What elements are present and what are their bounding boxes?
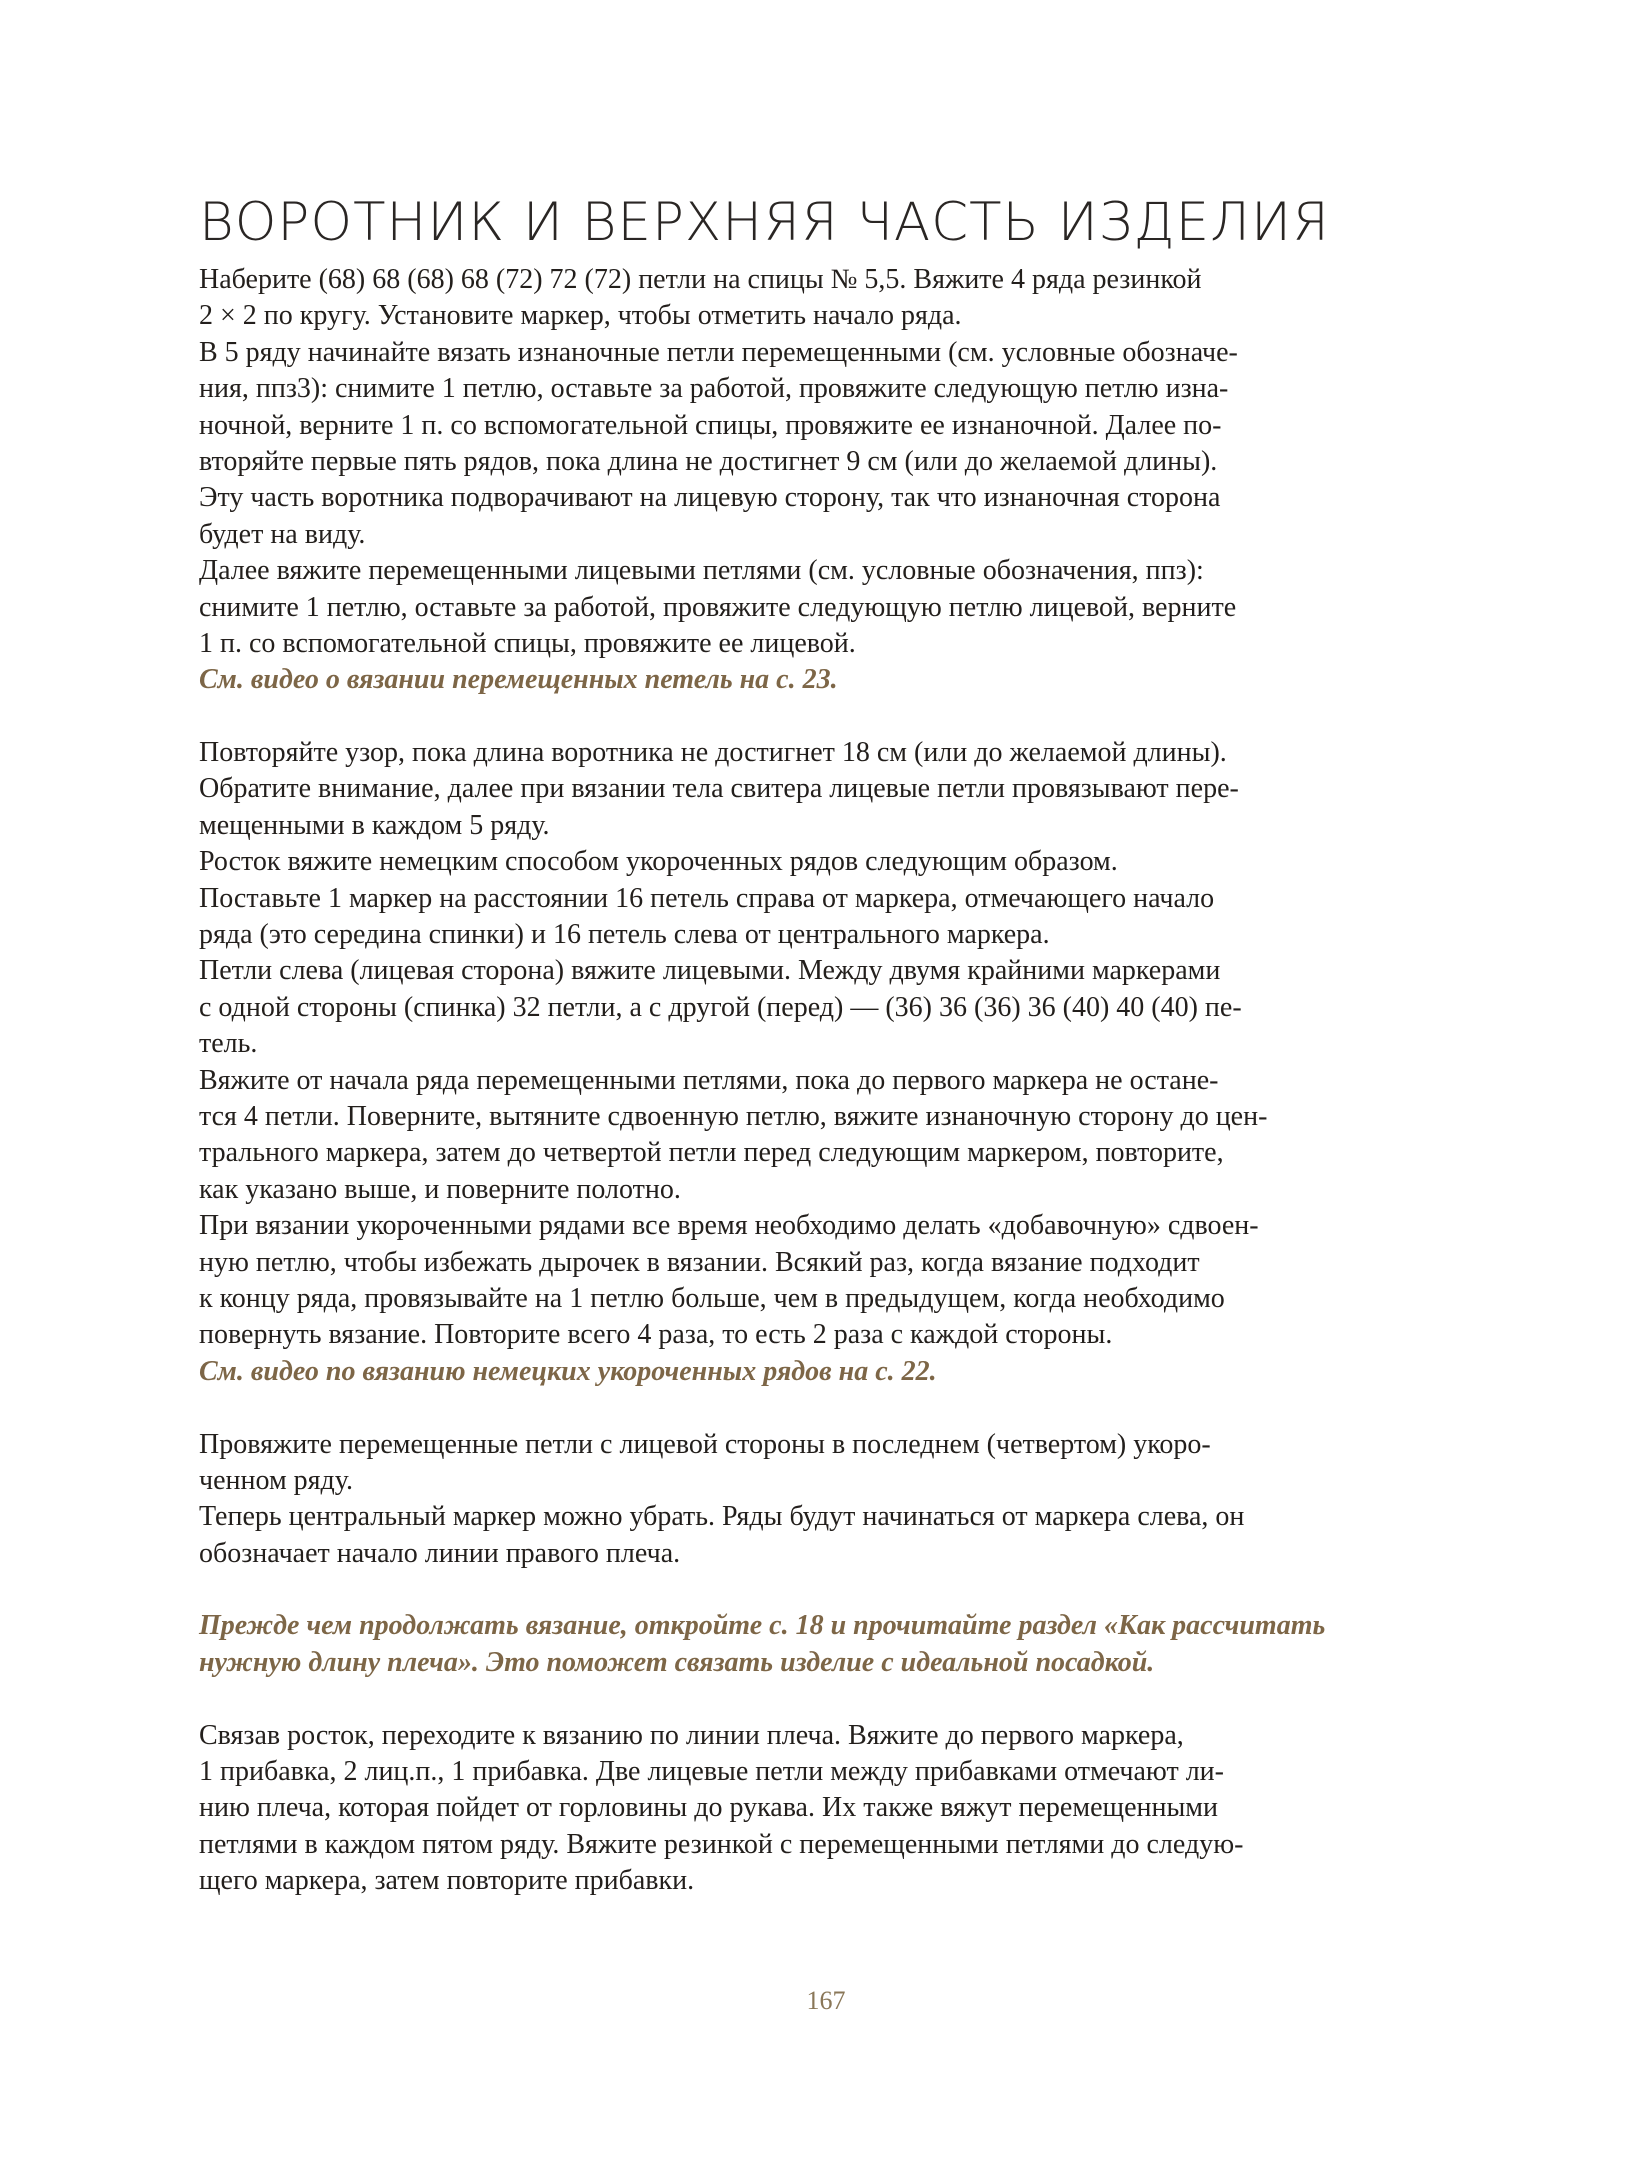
text-line: См. видео по вязанию немецких укороченных рядов на с. 22.	[199, 1355, 937, 1387]
text-line: 1 п. со вспомогательной спицы, провяжите ее лицевой.	[199, 627, 856, 659]
gap-1	[199, 699, 1399, 735]
video-note-crossed-stitches	[199, 662, 1399, 698]
video-note-short-rows	[199, 1354, 1399, 1390]
text-line: тель.	[199, 1028, 258, 1060]
text-line: ряда (это середина спинки) и 16 петель слева от центрального маркера.	[199, 919, 1050, 951]
text-line: Обратите внимание, далее при вязании тела свитера лицевые петли провязывают пере-	[199, 773, 1239, 805]
text-line: Наберите (68) 68 (68) 68 (72) 72 (72) петли на спицы № 5,5. Вяжите 4 ряда резинкой	[199, 264, 1202, 295]
collar-paragraph	[199, 262, 1399, 662]
gap-3	[199, 1572, 1399, 1608]
text-line: к концу ряда, провязывайте на 1 петлю больше, чем в предыдущем, когда необходимо	[199, 1282, 1225, 1314]
page-title: ВОРОТНИК И ВЕРХНЯЯ ЧАСТЬ ИЗДЕЛИЯ	[199, 192, 1330, 253]
text-line: мещенными в каждом 5 ряду.	[199, 809, 550, 841]
shoulder-paragraph	[199, 1718, 1399, 1900]
text-line: ния, ппз3): снимите 1 петлю, оставьте за работой, провяжите следующую петлю изна-	[199, 373, 1229, 405]
text-line: Далее вяжите перемещенными лицевыми петлями (см. условные обозначения, ппз):	[199, 555, 1204, 587]
text-line: обозначает начало линии правого плеча.	[199, 1537, 681, 1569]
text-line: В 5 ряду начинайте вязать изнаночные петли перемещенными (см. условные обозначе-	[199, 336, 1238, 368]
text-line: Теперь центральный маркер можно убрать. Ряды будут начинаться от маркера слева, он	[199, 1501, 1245, 1533]
text-line: Прежде чем продолжать вязание, откройте с. 18 и прочитайте раздел «Как рассчитать	[199, 1610, 1326, 1642]
text-line: При вязании укороченными рядами все время необходимо делать «добавочную» сдвоен-	[199, 1210, 1259, 1242]
text-line: Эту часть воротника подворачивают на лицевую сторону, так что изнаночная сторона	[199, 482, 1221, 514]
text-line: щего маркера, затем повторите прибавки.	[199, 1865, 695, 1897]
text-line: нужную длину плеча». Это поможет связать изделие с идеальной посадкой.	[199, 1646, 1155, 1678]
text-line: снимите 1 петлю, оставьте за работой, провяжите следующую петлю лицевой, верните	[199, 591, 1237, 623]
text-line: Провяжите перемещенные петли с лицевой стороны в последнем (четвертом) укоро-	[199, 1428, 1211, 1460]
shoulder-length-note	[199, 1608, 1399, 1681]
text-line: Повторяйте узор, пока длина воротника не достигнет 18 см (или до желаемой длины).	[199, 737, 1227, 769]
text-line: 2 × 2 по кругу. Установите маркер, чтобы отметить начало ряда.	[199, 300, 962, 332]
text-line: тся 4 петли. Поверните, вытяните сдвоенную петлю, вяжите изнаночную сторону до цен-	[199, 1100, 1268, 1132]
text-line: Вяжите от начала ряда перемещенными петлями, пока до первого маркера не остане-	[199, 1064, 1219, 1096]
text-line: как указано выше, и поверните полотно.	[199, 1173, 681, 1205]
text-line: Поставьте 1 маркер на расстоянии 16 петель справа от маркера, отмечающего начало	[199, 882, 1215, 914]
page-number: 167	[806, 1986, 846, 2015]
text-line: вторяйте первые пять рядов, пока длина не достигнет 9 см (или до желаемой длины).	[199, 445, 1218, 477]
text-line: См. видео о вязании перемещенных петель на с. 23.	[199, 664, 838, 696]
text-line: трального маркера, затем до четвертой петли перед следующим маркером, повторите,	[199, 1137, 1224, 1169]
body-text	[199, 262, 1399, 1900]
marker-paragraph	[199, 1427, 1399, 1573]
text-line: ченном ряду.	[199, 1464, 353, 1496]
short-rows-paragraph	[199, 735, 1399, 1354]
text-line: ночной, верните 1 п. со вспомогательной спицы, провяжите ее изнаночной. Далее по-	[199, 409, 1222, 441]
gap-4	[199, 1681, 1399, 1717]
text-line: Связав росток, переходите к вязанию по линии плеча. Вяжите до первого маркера,	[199, 1719, 1184, 1751]
text-line: ную петлю, чтобы избежать дырочек в вязании. Всякий раз, когда вязание подходит	[199, 1246, 1200, 1278]
gap-2	[199, 1390, 1399, 1426]
text-line: петлями в каждом пятом ряду. Вяжите резинкой с перемещенными петлями до следую-	[199, 1828, 1244, 1860]
text-line: будет на виду.	[199, 518, 366, 550]
text-line: повернуть вязание. Повторите всего 4 раза, то есть 2 раза с каждой стороны.	[199, 1319, 1113, 1351]
text-line: Петли слева (лицевая сторона) вяжите лицевыми. Между двумя крайними маркерами	[199, 955, 1221, 987]
text-line: с одной стороны (спинка) 32 петли, а с другой (перед) — (36) 36 (36) 36 (40) 40 (40) пе-	[199, 991, 1242, 1023]
text-line: Росток вяжите немецким способом укороченных рядов следующим образом.	[199, 846, 1118, 878]
text-line: нию плеча, которая пойдет от горловины до рукава. Их также вяжут перемещенными	[199, 1792, 1218, 1824]
text-line: 1 прибавка, 2 лиц.п., 1 прибавка. Две лицевые петли между прибавками отмечают ли-	[199, 1756, 1224, 1788]
